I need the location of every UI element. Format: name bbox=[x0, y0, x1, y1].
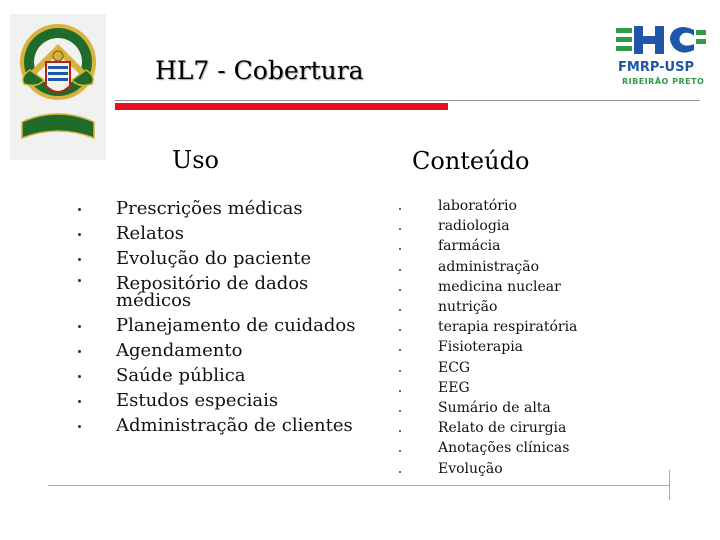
bullet-icon bbox=[78, 400, 81, 403]
bullet-icon bbox=[399, 329, 401, 331]
list-item: Sumário de alta bbox=[438, 398, 577, 418]
bullet-icon bbox=[78, 208, 81, 211]
list-item: Relatos bbox=[116, 221, 355, 246]
page-title: HL7 - Cobertura bbox=[155, 56, 364, 85]
bullet-icon bbox=[399, 289, 401, 291]
bullet-icon bbox=[399, 309, 401, 311]
bullet-icon bbox=[78, 425, 81, 428]
conteudo-list bbox=[438, 196, 577, 479]
footer-corner-rule bbox=[669, 470, 670, 500]
list-item: laboratório bbox=[438, 196, 577, 216]
column-heading-uso: Uso bbox=[172, 146, 219, 174]
fmrp-seal-logo bbox=[10, 14, 106, 160]
list-item: terapia respiratória bbox=[438, 317, 577, 337]
bullet-icon bbox=[78, 375, 81, 378]
bullet-icon bbox=[399, 471, 401, 473]
list-item: nutrição bbox=[438, 297, 577, 317]
list-item: Prescrições médicas bbox=[116, 196, 355, 221]
bullet-icon bbox=[399, 269, 401, 271]
hc-fmrp-usp-logo bbox=[612, 18, 708, 94]
list-item: Fisioterapia bbox=[438, 337, 577, 357]
accent-bar bbox=[115, 103, 448, 110]
list-item: Evolução do paciente bbox=[116, 246, 355, 271]
list-item: medicina nuclear bbox=[438, 277, 577, 297]
bullet-icon bbox=[399, 450, 401, 452]
footer-rule bbox=[48, 485, 670, 486]
bullet-icon bbox=[399, 208, 401, 210]
list-item: administração bbox=[438, 257, 577, 277]
uso-list bbox=[116, 196, 355, 438]
list-item: ECG bbox=[438, 358, 577, 378]
list-item: Evolução bbox=[438, 459, 577, 479]
list-item: Saúde pública bbox=[116, 363, 355, 388]
list-item: farmácia bbox=[438, 236, 577, 256]
bullet-icon bbox=[399, 430, 401, 432]
bullet-icon bbox=[399, 228, 401, 230]
list-item: Administração de clientes bbox=[116, 413, 355, 438]
list-item: Estudos especiais bbox=[116, 388, 355, 413]
bullet-icon bbox=[399, 349, 401, 351]
bullet-icon bbox=[399, 390, 401, 392]
bullet-icon bbox=[78, 325, 81, 328]
seal-icon bbox=[10, 14, 106, 160]
bullet-icon bbox=[78, 279, 81, 282]
bullet-icon bbox=[399, 410, 401, 412]
list-item: Repositório de dados médicos bbox=[116, 271, 355, 313]
logo-line-fmrp-usp: FMRP-USP bbox=[618, 60, 694, 75]
column-heading-conteudo: Conteúdo bbox=[412, 147, 530, 175]
header-rule bbox=[115, 100, 700, 101]
bullet-icon bbox=[78, 233, 81, 236]
list-item: EEG bbox=[438, 378, 577, 398]
list-item: Anotações clínicas bbox=[438, 438, 577, 458]
bullet-icon bbox=[78, 258, 81, 261]
list-item: Agendamento bbox=[116, 338, 355, 363]
bullet-icon bbox=[78, 350, 81, 353]
bullet-icon bbox=[399, 248, 401, 250]
list-item: radiologia bbox=[438, 216, 577, 236]
logo-line-ribeirao-preto: RIBEIRÃO PRETO bbox=[622, 77, 705, 86]
list-item: Relato de cirurgia bbox=[438, 418, 577, 438]
list-item: Planejamento de cuidados bbox=[116, 313, 355, 338]
bullet-icon bbox=[399, 370, 401, 372]
